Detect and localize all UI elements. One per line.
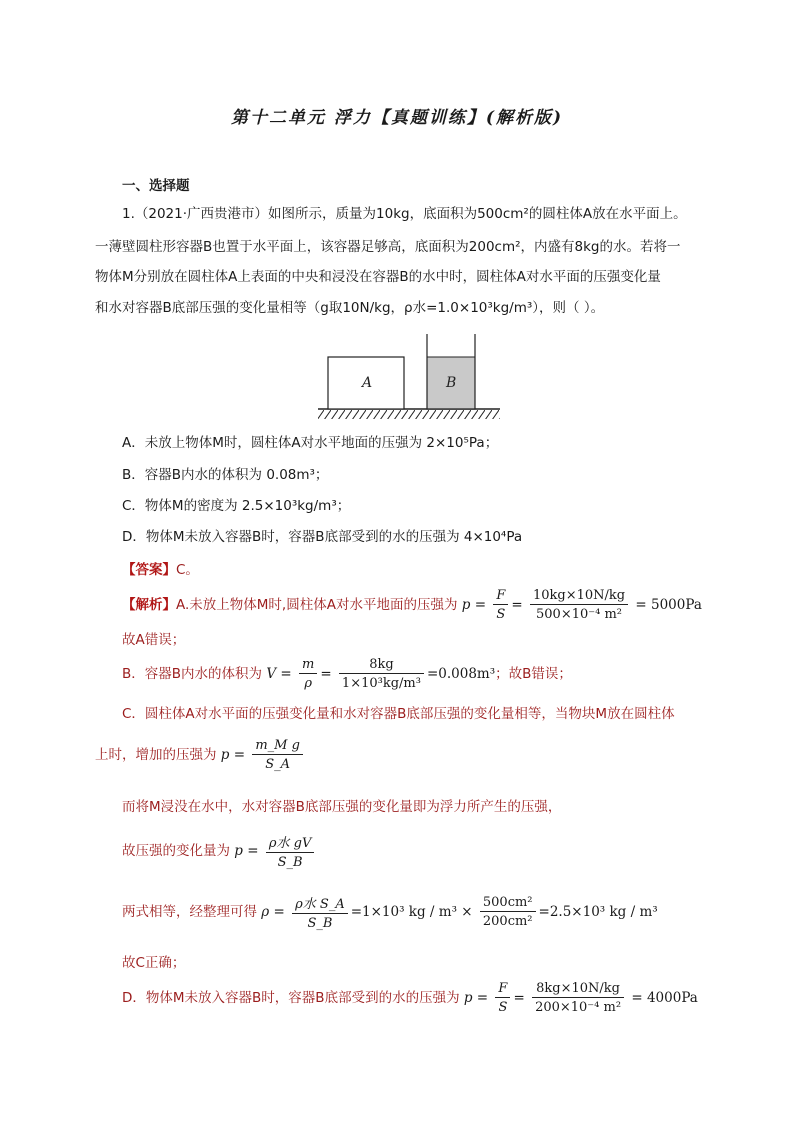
eq-d-result: = 4000Pa bbox=[631, 990, 698, 1006]
section-heading: 一、选择题 bbox=[122, 178, 190, 194]
analysis-b-line: B．容器B内水的体积为 V = $\frac{m}{\rho}$ = $\frac{8kg}{\text{1×10³kg/m³}}$ =0.008m³；故B错误； bbox=[122, 657, 572, 691]
eq-d-frac2: $\frac{8kg\times 10N/kg}{\text{200×10⁻⁴ m²}}$ bbox=[532, 981, 624, 1015]
eq-b-lhs: V = bbox=[266, 666, 292, 682]
analysis-c-text-2: 上时，增加的压强为 bbox=[95, 747, 217, 763]
question-line-1: 1.（2021·广西贵港市）如图所示，质量为10kg，底面积为500cm²的圆柱体A放在水平面上。 bbox=[122, 206, 687, 222]
eq-c1-lhs: p = bbox=[220, 747, 246, 763]
analysis-b-text: B．容器B内水的体积为 bbox=[122, 666, 263, 682]
analysis-a-tail: 故A错误； bbox=[122, 632, 186, 648]
label-a: A bbox=[362, 375, 373, 391]
eq-a-result: = 5000Pa bbox=[635, 597, 702, 613]
analysis-c-line-2 bbox=[95, 738, 306, 772]
page-title: 第十二单元 浮力【真题训练】(解析版) bbox=[230, 108, 563, 128]
eq-b-frac1: $\frac{m}{\rho}$ bbox=[299, 657, 317, 691]
eq-a-frac2: $\frac{10kg\times 10N/kg}{\text{500×10⁻⁴ m²}}$ bbox=[530, 588, 628, 622]
eq-d-lhs: p = bbox=[463, 990, 489, 1006]
analysis-d-line: D．物体M未放入容器B时，容器B底部受到的水的压强为 p = $\frac{F}{S}$ = $\frac{8kg\times 10N/kg}{\text{200×10⁻⁴ m²}}$ = 4000Pa bbox=[122, 981, 698, 1015]
answer-value: C。 bbox=[176, 562, 199, 578]
analysis-a-line: 【解析】A.未放上物体M时,圆柱体A对水平地面的压强为 p = $\frac{F}{S}$ = $\frac{10kg\times 10N/kg}{\text{500×10⁻⁴ m²}}$ = 5000Pa bbox=[122, 588, 702, 622]
analysis-mark: 【解析】 bbox=[122, 597, 176, 613]
physics-figure bbox=[310, 330, 510, 420]
eq-c1-frac: $\frac{\text{m\_M g}}{S\_A}$ bbox=[252, 738, 303, 772]
answer-mark: 【答案】 bbox=[122, 562, 176, 578]
analysis-c-line-5 bbox=[122, 893, 658, 931]
analysis-d-text: D．物体M未放入容器B时，容器B底部受到的水的压强为 bbox=[122, 990, 460, 1006]
analysis-c-text-3: 而将M浸没在水中，水对容器B底部压强的变化量即为浮力所产生的压强， bbox=[122, 799, 562, 815]
eq-c2-lhs: p = bbox=[234, 843, 259, 859]
analysis-c-text-5: 两式相等，经整理可得 bbox=[122, 904, 257, 920]
analysis-c-text-4: 故压强的变化量为 bbox=[122, 843, 230, 859]
analysis-c-line-4 bbox=[122, 832, 317, 870]
label-b: B bbox=[446, 375, 457, 391]
eq-c2-frac: $\frac{\text{ρ水 gV}}{S\_B}$ bbox=[266, 832, 315, 870]
eq-a-frac1: $\frac{F}{S}$ bbox=[493, 588, 508, 622]
eq-c3-mid: =1×10³ kg / m³ × bbox=[350, 904, 473, 920]
eq-c3-lhs: ρ = bbox=[261, 904, 285, 920]
analysis-c-text-1: C．圆柱体A对水平面的压强变化量和水对容器B底部压强的变化量相等，当物块M放在圆柱体 bbox=[122, 706, 675, 722]
option-b: B．容器B内水的体积为 0.08m³； bbox=[122, 467, 329, 483]
question-line-2: 一薄壁圆柱形容器B也置于水平面上，该容器足够高，底面积为200cm²，内盛有8kg的水。若将一 bbox=[95, 239, 681, 255]
question-line-4: 和水对容器B底部压强的变化量相等（g取10N/kg，ρ水=1.0×10³kg/m³），则（ ）。 bbox=[95, 300, 605, 316]
eq-d-frac1: $\frac{F}{S}$ bbox=[495, 981, 510, 1015]
analysis-c-tail: 故C正确； bbox=[122, 955, 186, 971]
eq-b-frac2: $\frac{8kg}{\text{1×10³kg/m³}}$ bbox=[339, 657, 424, 691]
eq-c3-result: =2.5×10³ kg / m³ bbox=[538, 904, 658, 920]
question-line-3: 物体M分别放在圆柱体A上表面的中央和浸没在容器B的水中时，圆柱体A对水平面的压强变化量 bbox=[95, 269, 661, 285]
option-a: A．未放上物体M时，圆柱体A对水平地面的压强为 2×10⁵Pa； bbox=[122, 435, 499, 451]
option-d: D．物体M未放入容器B时，容器B底部受到的水的压强为 4×10⁴Pa bbox=[122, 529, 523, 545]
eq-c3-frac1: $\frac{\text{ρ水 S\_A}}{S\_B}$ bbox=[292, 893, 348, 931]
analysis-a-text: A.未放上物体M时,圆柱体A对水平地面的压强为 bbox=[176, 597, 458, 613]
option-c: C．物体M的密度为 2.5×10³kg/m³； bbox=[122, 498, 351, 514]
eq-a-lhs: p = bbox=[461, 597, 487, 613]
eq-b-result: =0.008m³ bbox=[426, 666, 496, 682]
answer-line bbox=[122, 564, 199, 578]
eq-c3-frac2: $\frac{\text{500cm²}}{\text{200cm²}}$ bbox=[480, 895, 536, 929]
analysis-b-tail: ；故B错误； bbox=[495, 666, 572, 682]
